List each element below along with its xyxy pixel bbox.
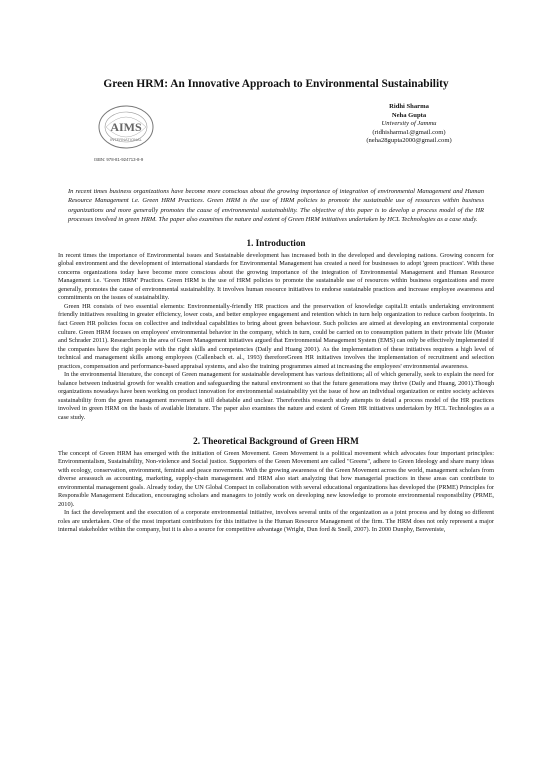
svg-text:AIMS: AIMS xyxy=(110,120,142,134)
author-email-2: (neha28gupta2000@gmail.com) xyxy=(366,137,452,145)
svg-text:INTERNATIONAL: INTERNATIONAL xyxy=(110,137,142,142)
section-1-paragraph-3: In the environmental literature, the concept of Green management for sustainable development has various definitions; all of which generally, seek to explain the need for balance between industrial growth for wealth creation and safeguarding the natural environment so that the future generations may thrive (Daily and Huang, 2001).Though organizations nowadays have been working on product innovation for environmental sustainability yet the issue of how an individual organization or entire society achieves sustainability from the green management movement is still debatable and unclear. Thereforethis research study attempts to detail a process model of the HR practices involved in green HRM on the basis of available literature. The paper also examines the nature and extent of Green HR initiatives undertaken by HCL Technologies as a case study. xyxy=(58,371,494,422)
section-1-heading: 1. Introduction xyxy=(246,237,306,248)
section-2-heading: 2. Theoretical Background of Green HRM xyxy=(193,435,359,446)
section-1-paragraph-2: Green HR consists of two essential elements: Environmentally-friendly HR practices and the preservation of knowledge capital.It entails undertaking environment friendly initiatives resulting in greater efficiency, lower costs, and better employee engagement and retention which in turn help organization to reduce carbon footprints. In fact Green HR policies focus on collective and individual capabilities to bring about green behaviour. Such policies are aimed at developing an environmental corporate culture. Green HRM focuses on employees' environmental behavior in the company, which in turn, could be carried on to consumption pattern in their private life (Muster and Schrader 2011). Researchers in the area of Green Management initiatives argued that Environmental Management System (EMS) can only be effectively implemented if the companies have the right people with the right skills and competencies (Daily and Huang 2001). As the implementation of these initiatives requires a high level of technical and management skills among employees (Callenbach et. al., 1993) thereforeGreen HR initiatives involves the implementation of recruitment and selection practices, compensation and performance-based appraisal systems, and also the training programmes aimed at increasing the employees' environmental awareness. xyxy=(58,302,494,370)
abstract: In recent times business organizations have become more conscious about the growing importance of integration of environmental Management and Human Resource Management i.e. Green HRM Practices. Green HRM is the use of HRM policies to promote the sustainable use of resources within business organizations and more generally promotes the cause of environmental sustainability. The objective of this paper is to develop a process model of the HR processes involved in green HRM. The paper also examines the nature and extent of Green HRM initiatives undertaken by HCL Technologies as a case study. xyxy=(68,188,484,224)
section-1-paragraph-1: In recent times the importance of Environmental issues and Sustainable development has increased both in the developed and developing nations. Growing concern for global environment and the development of international standards for Environmental Management has created a need for businesses to adopt 'green practices'. With these concerns organizations today have become more conscious about the growing importance of the integration of Environmental Management and Human Resource Management i.e. 'Green HRM' Practices. Green HRM is the use of HRM policies to promote the sustainable use of resources within business organizations and more generally, promotes the cause of environmental sustainability. It involves human resource initiatives to endorse sustainable practices and increase employee awareness and commitments on the issues of sustainability. xyxy=(58,251,494,302)
author-block xyxy=(324,103,494,146)
author-name-2: Neha Gupta xyxy=(391,111,427,119)
header-block xyxy=(58,103,494,171)
aims-logo xyxy=(92,101,172,169)
author-email-1: (ridhisharma1@gmail.com) xyxy=(372,128,446,136)
author-name-1: Ridhi Sharma xyxy=(389,103,429,110)
paper-title: Green HRM: An Innovative Approach to Environmental Sustainability xyxy=(103,78,449,90)
author-affiliation: University of Jammu xyxy=(381,120,437,128)
section-2-paragraph-2: In fact the development and the execution of a corporate environmental initiative, involves several units of the organization as a joint process and by doing so different roles are undertaken. One of the most important contributors for this initiative is the Human Resource Management of the firm. The HRM does not only represent a major internal stakeholder within the company, but it is also a source for competitive advantage (Wright, Dun ford & Snell, 2007). In 2000 Dunphy, Benveniste, xyxy=(58,509,494,534)
section-2-paragraph-1: The concept of Green HRM has emerged with the initiation of Green Movement. Green Movement is a political movement which advocates four important principles: Environmentalism, Sustainability, Non-violence and Social justice. Supporters of the Green Movement are called "Greens", adhere to Green Ideology and share many ideas with ecology, conservation, environment, feminist and peace movements. With the growing awareness of the Green Movement across the world, management scholars from diverse areassuch as accounting, marketing, supply-chain management and HRM also start analyzing that how managerial practices in these areas can contribute to environmental management goals. Already today, the UN Global Compact in collaboration with several educational organizations has developed the (PRME) Principles for Responsible Management Education, encouraging scholars and managers to jointly work on developing new knowledge to promote environmental responsibility (PRME, 2010). xyxy=(58,449,494,508)
svg-text:ISBN: 978-81-924713-8-9: ISBN: 978-81-924713-8-9 xyxy=(94,157,144,162)
